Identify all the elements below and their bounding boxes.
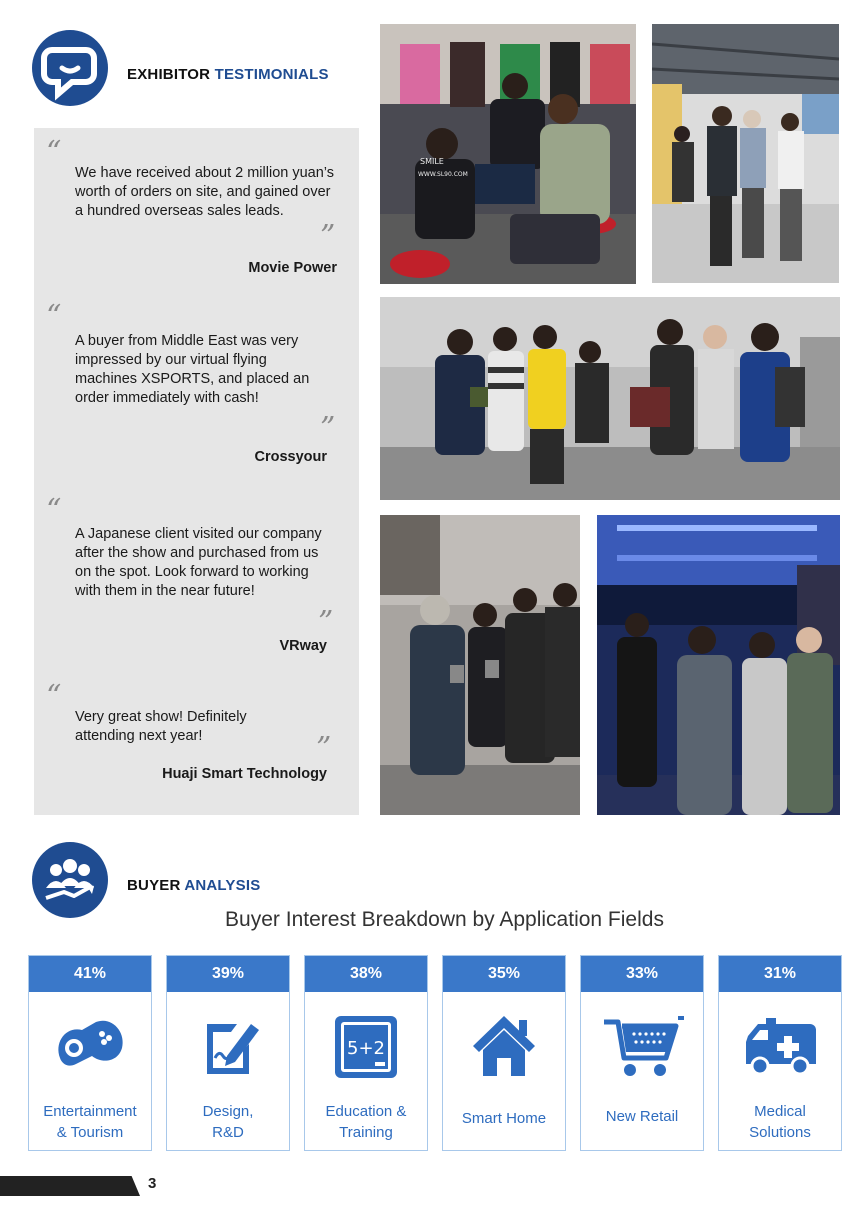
category-label: Design, R&D [202,1103,254,1141]
gamepad-icon [29,1012,151,1084]
buyer-analysis-section-title: BUYER ANALYSIS [127,877,261,894]
testimonial-text: A buyer from Middle East was very impressed by our virtual flying machines XSPORTS, and placed an order immediately with cash! [75,333,310,406]
category-card-design [166,955,290,1151]
testimonial-text: A Japanese client visited our company after the show and purchased from us on the spot. Look forward to working with them in the near future! [75,526,322,599]
close-quote-mark: ” [316,731,332,766]
testimonial-author: Movie Power [248,260,337,276]
testimonial-author: Crossyour [254,449,327,465]
open-quote-mark: “ [46,679,62,714]
exhibition-photo-vr-demo [380,297,840,500]
testimonial-author: VRway [279,638,327,654]
design-pen-icon [167,1012,289,1084]
open-quote-mark: “ [46,135,62,170]
category-label: Education & Training [325,1103,407,1141]
testimonials-chat-icon [32,30,108,106]
category-percent: 38% [305,956,427,992]
testimonials-section-title: EXHIBITOR TESTIMONIALS [127,66,329,83]
testimonial-text: We have received about 2 million yuan’s worth of orders on site, and gained over a hundred overseas sales leads. [75,165,335,219]
testimonial-author: Huaji Smart Technology [162,766,327,782]
category-card-entertainment [28,955,152,1151]
house-icon [443,1012,565,1084]
buyer-analysis-people-icon [32,842,108,918]
category-label: Entertainment & Tourism [43,1103,137,1141]
open-quote-mark: “ [46,299,62,334]
category-percent: 41% [29,956,151,992]
testimonial-text: Very great show! Definitely attending next year! [75,709,247,744]
chart-title: Buyer Interest Breakdown by Application Fields [225,908,664,931]
exhibition-photo-blue-booth [597,515,840,815]
close-quote-mark: ” [318,605,334,640]
blackboard-text: 5+2 [347,1038,385,1059]
category-card-smart-home [442,955,566,1151]
exhibition-photo-group-phones [380,515,580,815]
exhibition-photo-arcade-booth [380,24,636,284]
testimonials-panel [34,128,359,815]
category-percent: 35% [443,956,565,992]
category-percent: 31% [719,956,841,992]
category-percent: 33% [581,956,703,992]
category-percent: 39% [167,956,289,992]
shopping-cart-icon [581,1012,703,1084]
category-label: New Retail [605,1108,679,1125]
category-label: Smart Home [461,1110,547,1127]
category-card-new-retail [580,955,704,1151]
page-number: 3 [148,1175,157,1192]
close-quote-mark: ” [320,411,336,446]
category-card-medical [718,955,842,1151]
footer-bar [0,1176,140,1196]
blackboard-icon [305,1012,427,1084]
exhibition-photo-hall-visitors [652,24,839,283]
open-quote-mark: “ [46,493,62,528]
close-quote-mark: ” [320,219,336,254]
category-label: Medical Solutions [749,1103,811,1141]
shirt-sign-text: SMILE [420,157,444,166]
category-card-education [304,955,428,1151]
shirt-url-text: WWW.SL90.COM [418,171,468,178]
ambulance-icon [719,1012,841,1084]
